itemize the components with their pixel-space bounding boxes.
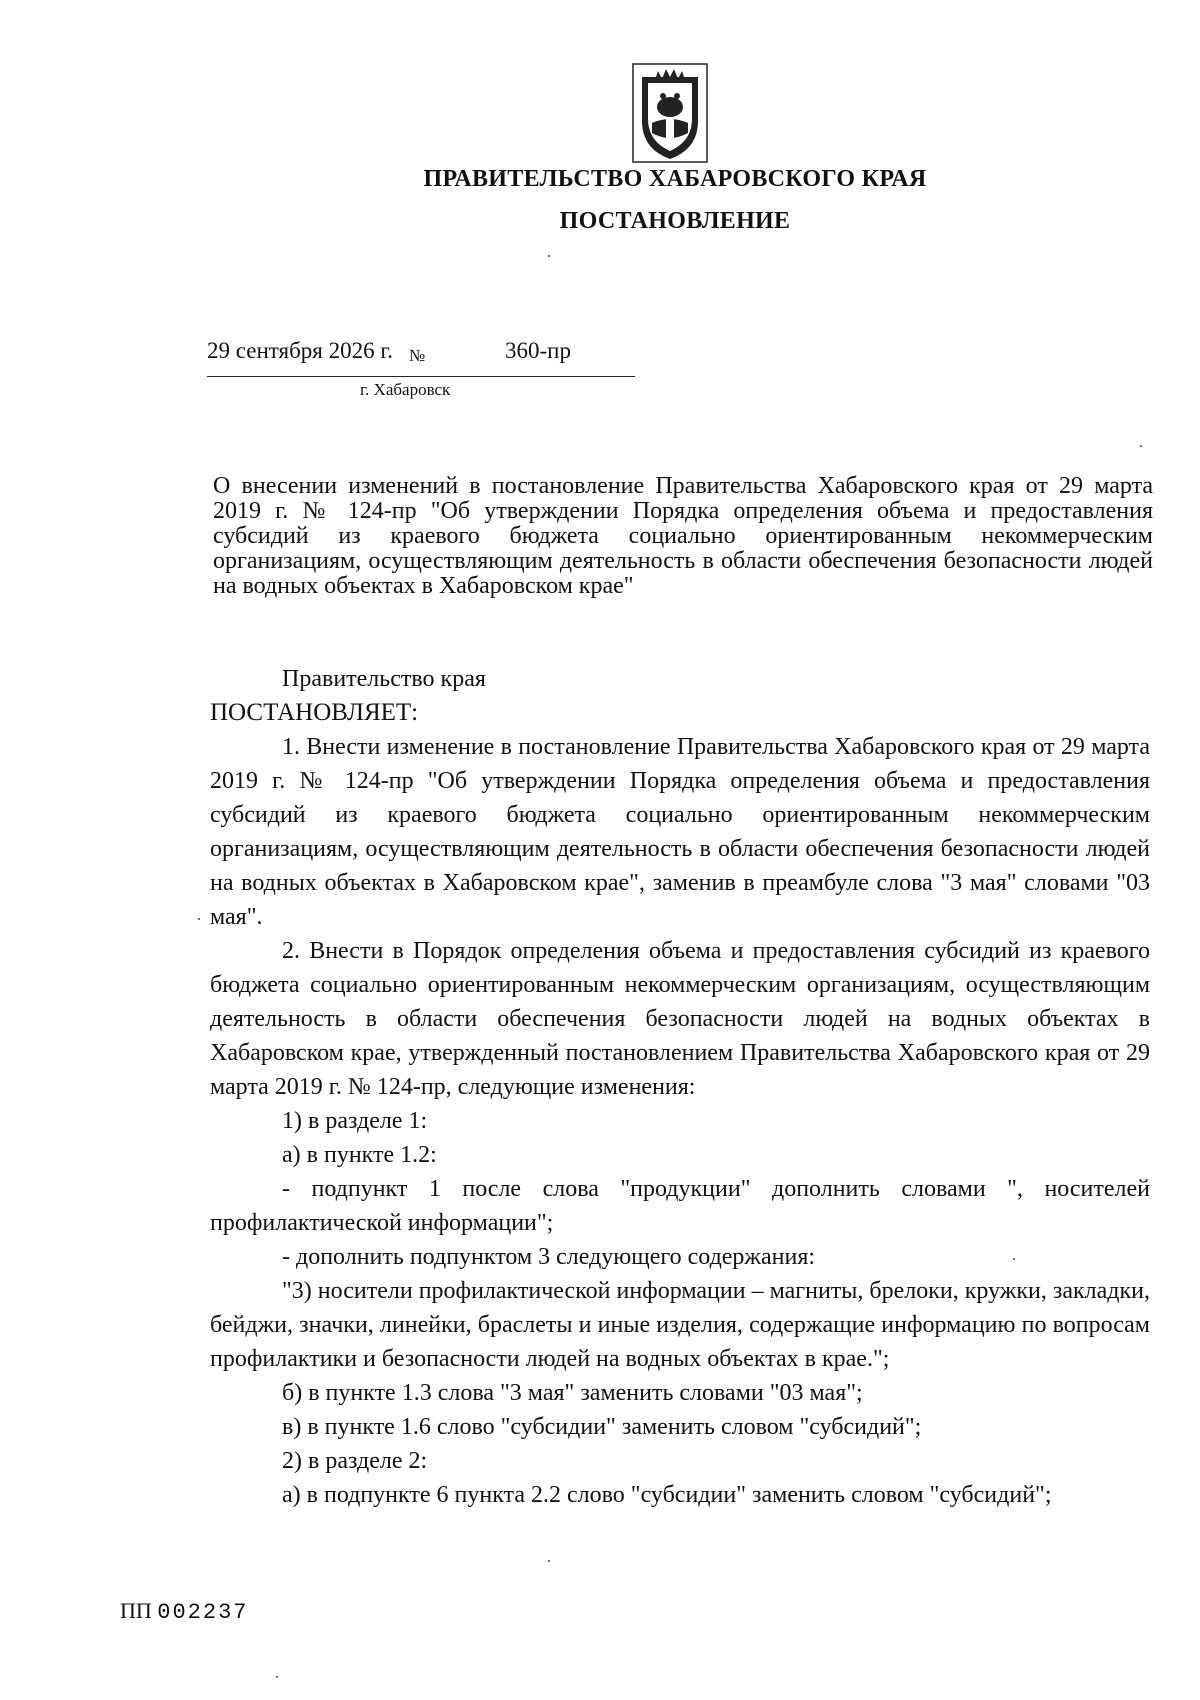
scan-speck [198, 918, 200, 920]
city: г. Хабаровск [360, 380, 451, 399]
number-sign: № [409, 346, 426, 365]
decree-date: 29 сентября 2026 г. [207, 338, 393, 363]
decree-body [210, 662, 1150, 1512]
section-1: 1) в разделе 1: [282, 1108, 428, 1134]
form-serial [120, 1598, 249, 1625]
item-1c: в) в пункте 1.6 слово "субсидии" заменить словом "субсидий"; [282, 1414, 922, 1440]
paragraph-1: 1. Внести изменение в постановление Правительства Хабаровского края от 29 марта 2019 г. № 124-пр "Об утверждении Порядка определения объема и предоставления субсидий из краевого бюджета социально ориентированным некоммерческим организациям, осуществляющим деятельность в области обеспечения безопасности людей на водных объектах в Хабаровском крае", заменив в преамбуле слова "3 мая" словами "03 мая". [210, 734, 1150, 930]
paragraph-2: 2. Внести в Порядок определения объема и предоставления субсидий из краевого бюджета социально ориентированным некоммерческим организациям, осуществляющим деятельность в области обеспечения безопасности людей на водных объектах в Хабаровском крае, утвержденный постановлением Правительства Хабаровского края от 29 марта 2019 г. № 124-пр, следующие изменения: [210, 938, 1150, 1100]
government-name: ПРАВИТЕЛЬСТВО ХАБАРОВСКОГО КРАЯ [423, 166, 927, 192]
form-serial-number: 002237 [157, 1600, 249, 1625]
item-1a-dash-2: - дополнить подпунктом 3 следующего содержания: [282, 1244, 816, 1270]
item-1a: а) в пункте 1.2: [282, 1142, 437, 1168]
form-series: ПП [120, 1598, 152, 1623]
scan-speck [548, 1560, 550, 1562]
preamble: Правительство края [282, 666, 486, 692]
decree-subject: О внесении изменений в постановление Правительства Хабаровского края от 29 марта 2019 г. № 124-пр "Об утверждении Порядка определения объема и предоставления субсидий из краевого бюджета социально ориентированным некоммерческим организациям, осуществляющим деятельность в области обеспечения безопасности людей на водных объектах в Хабаровском крае" [213, 473, 1153, 599]
item-1b: б) в пункте 1.3 слова "3 мая" заменить словами "03 мая"; [282, 1380, 863, 1406]
coat-of-arms-icon [632, 63, 708, 163]
section-2: 2) в разделе 2: [282, 1448, 428, 1474]
registration-line [207, 338, 635, 377]
resolves-heading: ПОСТАНОВЛЯЕТ: [210, 699, 419, 726]
item-1a-dash-1: - подпункт 1 после слова "продукции" дополнить словами ", носителей профилактической информации"; [210, 1176, 1150, 1236]
scan-speck [276, 1676, 278, 1678]
scan-speck [1140, 445, 1142, 447]
scan-speck [548, 255, 550, 257]
scan-speck [1013, 1258, 1015, 1260]
item-2a: а) в подпункте 6 пункта 2.2 слово "субсидии" заменить словом "субсидий"; [282, 1482, 1052, 1508]
item-1a-quote: "3) носители профилактической информации – магниты, брелоки, кружки, закладки, бейджи, значки, линейки, браслеты и иные изделия, содержащие информацию по вопросам профилактики и безопасности людей на водных объектах в крае."; [210, 1278, 1150, 1372]
decree-number: 360-пр [505, 338, 571, 363]
document-type: ПОСТАНОВЛЕНИЕ [559, 208, 791, 234]
